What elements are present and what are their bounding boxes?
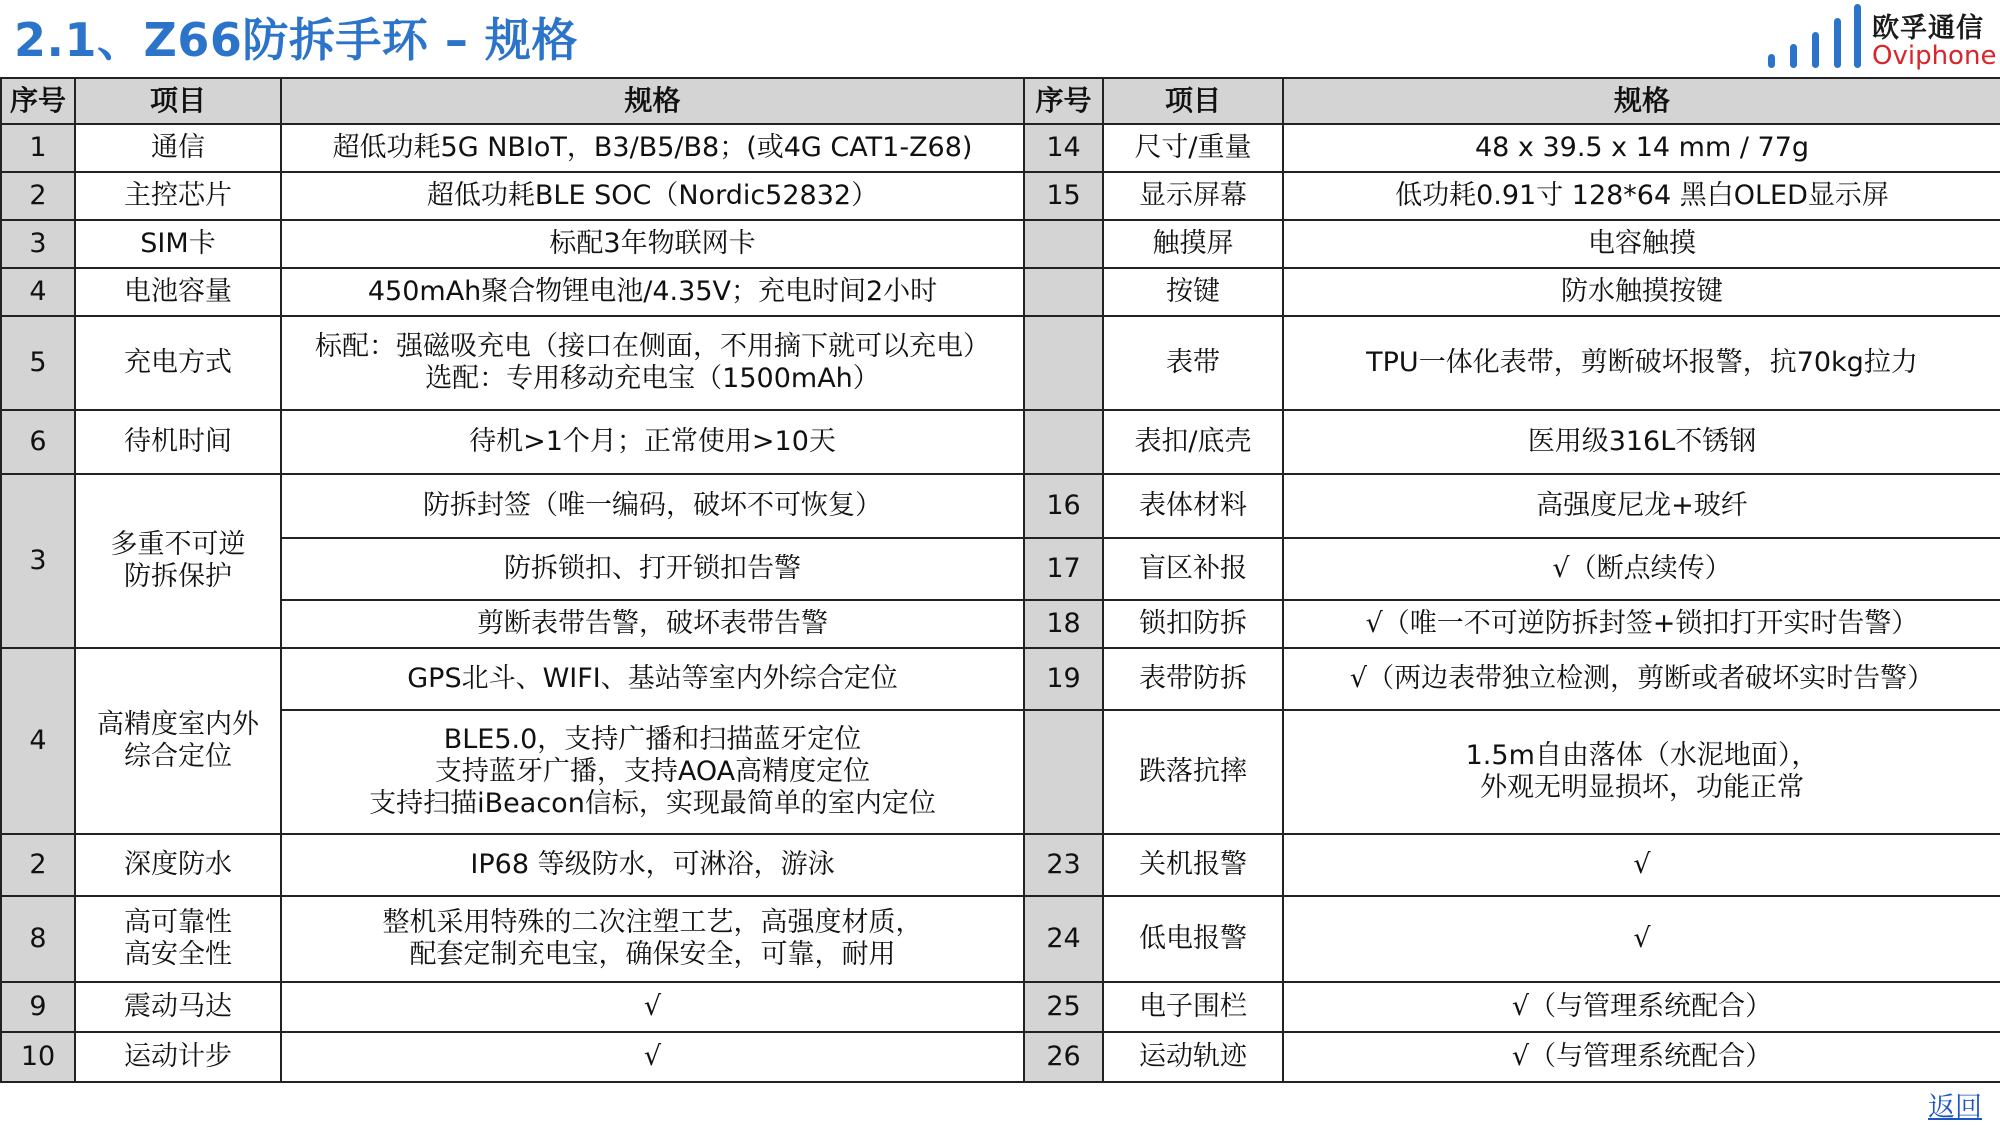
row-item: 电池容量	[75, 268, 281, 316]
row-spec: √（与管理系统配合）	[1283, 982, 2000, 1032]
table-row	[1, 648, 2000, 710]
row-item: 低电报警	[1103, 896, 1283, 982]
row-spec: 超低功耗BLE SOC（Nordic52832）	[281, 172, 1024, 220]
row-seq: 17	[1024, 538, 1103, 600]
row-item: 显示屏幕	[1103, 172, 1283, 220]
row-seq: 3	[1, 474, 75, 648]
row-seq	[1024, 268, 1103, 316]
row-spec: 防拆封签（唯一编码，破坏不可恢复）	[281, 474, 1024, 538]
row-item: 待机时间	[75, 410, 281, 474]
row-seq: 14	[1024, 124, 1103, 172]
spec-table	[0, 77, 2000, 1083]
header-row	[1, 78, 2000, 124]
table-row	[1, 834, 2000, 896]
row-item: 跌落抗摔	[1103, 710, 1283, 834]
row-seq: 1	[1, 124, 75, 172]
row-item: 尺寸/重量	[1103, 124, 1283, 172]
row-spec: IP68 等级防水，可淋浴，游泳	[281, 834, 1024, 896]
row-spec: √	[1283, 834, 2000, 896]
row-spec: 48 x 39.5 x 14 mm / 77g	[1283, 124, 2000, 172]
row-item: 关机报警	[1103, 834, 1283, 896]
header-spec-left: 规格	[281, 78, 1024, 124]
row-spec: √（唯一不可逆防拆封签+锁扣打开实时告警）	[1283, 600, 2000, 648]
row-spec: 超低功耗5G NBIoT，B3/B5/B8；(或4G CAT1-Z68)	[281, 124, 1024, 172]
row-seq: 16	[1024, 474, 1103, 538]
row-seq: 8	[1, 896, 75, 982]
row-seq	[1024, 710, 1103, 834]
row-seq: 19	[1024, 648, 1103, 710]
table-row	[1, 710, 2000, 834]
row-seq: 4	[1, 648, 75, 834]
row-seq	[1024, 220, 1103, 268]
header-seq-right: 序号	[1024, 78, 1103, 124]
brand-name-en: Oviphone	[1872, 41, 1997, 71]
header-seq-left: 序号	[1, 78, 75, 124]
table-row	[1, 124, 2000, 172]
row-spec: 电容触摸	[1283, 220, 2000, 268]
row-item: 主控芯片	[75, 172, 281, 220]
header-item-left: 项目	[75, 78, 281, 124]
row-item: 运动轨迹	[1103, 1032, 1283, 1082]
row-item: 表扣/底壳	[1103, 410, 1283, 474]
table-row	[1, 982, 2000, 1032]
header-spec-right: 规格	[1283, 78, 2000, 124]
row-item: 通信	[75, 124, 281, 172]
table-row	[1, 220, 2000, 268]
row-item: 盲区补报	[1103, 538, 1283, 600]
table-row	[1, 1032, 2000, 1082]
page-title: 2.1、Z66防拆手环 – 规格	[14, 13, 578, 67]
brand-logo	[1762, 4, 1998, 70]
table-row	[1, 410, 2000, 474]
row-seq: 5	[1, 316, 75, 410]
row-seq: 6	[1, 410, 75, 474]
row-item: 多重不可逆 防拆保护	[75, 474, 281, 648]
return-link[interactable]: 返回	[1928, 1092, 1982, 1123]
row-item: 高可靠性 高安全性	[75, 896, 281, 982]
table-row	[1, 172, 2000, 220]
row-seq: 2	[1, 172, 75, 220]
row-spec: 剪断表带告警，破坏表带告警	[281, 600, 1024, 648]
row-spec: BLE5.0，支持广播和扫描蓝牙定位 支持蓝牙广播，支持AOA高精度定位 支持扫描iBeacon信标，实现最简单的室内定位	[281, 710, 1024, 834]
row-spec: 标配：强磁吸充电（接口在侧面，不用摘下就可以充电） 选配：专用移动充电宝（1500mAh）	[281, 316, 1024, 410]
row-seq: 25	[1024, 982, 1103, 1032]
row-item: 表带防拆	[1103, 648, 1283, 710]
table-row	[1, 268, 2000, 316]
signal-bars-icon	[1762, 4, 1862, 70]
table-row	[1, 600, 2000, 648]
row-item: 按键	[1103, 268, 1283, 316]
row-spec: 待机>1个月；正常使用>10天	[281, 410, 1024, 474]
row-spec: 防拆锁扣、打开锁扣告警	[281, 538, 1024, 600]
row-item: 高精度室内外 综合定位	[75, 648, 281, 834]
row-spec: 医用级316L不锈钢	[1283, 410, 2000, 474]
row-spec: 防水触摸按键	[1283, 268, 2000, 316]
row-spec: √（断点续传）	[1283, 538, 2000, 600]
row-seq: 3	[1, 220, 75, 268]
row-item: 震动马达	[75, 982, 281, 1032]
row-spec: 1.5m自由落体（水泥地面）， 外观无明显损坏，功能正常	[1283, 710, 2000, 834]
row-seq	[1024, 410, 1103, 474]
row-spec: √	[281, 982, 1024, 1032]
row-seq: 26	[1024, 1032, 1103, 1082]
row-item: 表带	[1103, 316, 1283, 410]
row-seq: 15	[1024, 172, 1103, 220]
row-spec: TPU一体化表带，剪断破坏报警，抗70kg拉力	[1283, 316, 2000, 410]
row-seq: 2	[1, 834, 75, 896]
row-spec: √（与管理系统配合）	[1283, 1032, 2000, 1082]
row-seq: 24	[1024, 896, 1103, 982]
header-item-right: 项目	[1103, 78, 1283, 124]
row-spec: 低功耗0.91寸 128*64 黑白OLED显示屏	[1283, 172, 2000, 220]
row-item: 运动计步	[75, 1032, 281, 1082]
row-spec: 450mAh聚合物锂电池/4.35V；充电时间2小时	[281, 268, 1024, 316]
row-spec: √	[281, 1032, 1024, 1082]
row-item: 充电方式	[75, 316, 281, 410]
row-seq: 10	[1, 1032, 75, 1082]
row-item: 电子围栏	[1103, 982, 1283, 1032]
row-spec: 标配3年物联网卡	[281, 220, 1024, 268]
row-item: 锁扣防拆	[1103, 600, 1283, 648]
row-seq: 18	[1024, 600, 1103, 648]
row-seq	[1024, 316, 1103, 410]
table-row	[1, 538, 2000, 600]
row-spec: 整机采用特殊的二次注塑工艺，高强度材质， 配套定制充电宝，确保安全，可靠，耐用	[281, 896, 1024, 982]
table-row	[1, 896, 2000, 982]
row-spec: √	[1283, 896, 2000, 982]
row-item: 深度防水	[75, 834, 281, 896]
brand-name-cn: 欧孚通信	[1872, 13, 1984, 44]
row-seq: 9	[1, 982, 75, 1032]
row-seq: 23	[1024, 834, 1103, 896]
row-spec: GPS北斗、WIFI、基站等室内外综合定位	[281, 648, 1024, 710]
table-row	[1, 474, 2000, 538]
row-item: SIM卡	[75, 220, 281, 268]
table-row	[1, 316, 2000, 410]
row-item: 表体材料	[1103, 474, 1283, 538]
row-spec: √（两边表带独立检测，剪断或者破坏实时告警）	[1283, 648, 2000, 710]
row-spec: 高强度尼龙+玻纤	[1283, 474, 2000, 538]
row-seq: 4	[1, 268, 75, 316]
row-item: 触摸屏	[1103, 220, 1283, 268]
